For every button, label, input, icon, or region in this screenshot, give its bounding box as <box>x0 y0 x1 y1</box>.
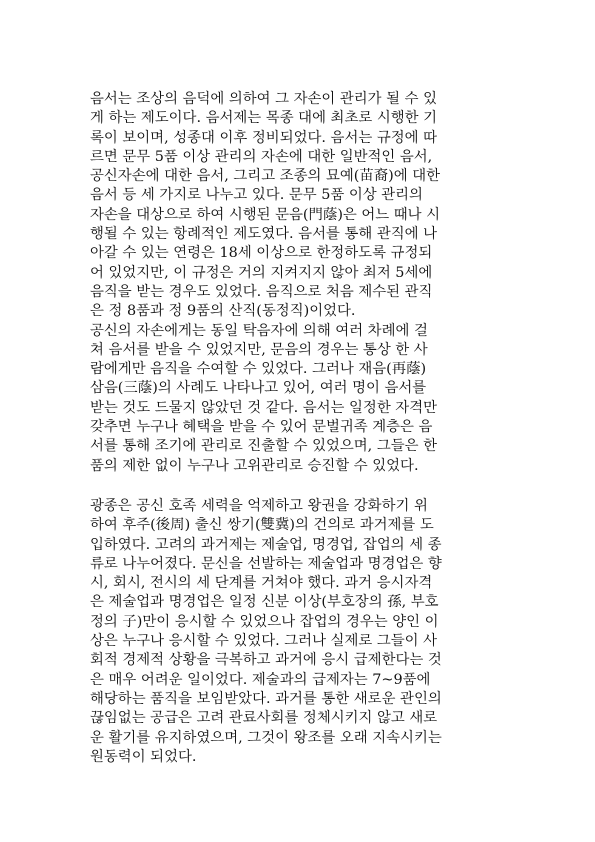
text-block-gwageo <box>90 497 505 767</box>
paragraph-eumseo-merit-subjects: 공신의 자손에게는 동일 탁음자에 의해 여러 차례에 걸 쳐 음서를 받을 수 있었지만, 문음의 경우는 통상 한 사 람에게만 음직을 수여할 수 있었다. 그러나 재음(再蔭) 삼음(三蔭)의 사례도 나타나고 있어, 여러 명이 음서를 받는 것도 드물지 않았던 것 같다. 음서는 일정한 자격만 갖추면 누구나 혜택을 받을 수 있어 문벌귀족 계층은 음 서를 통해 조기에 관리로 진출할 수 있었으며, 그들은 한 품의 제한 없이 누구나 고위관리로 승진할 수 있었다. <box>90 322 438 474</box>
paragraph-eumseo-definition: 음서는 조상의 음덕에 의하여 그 자손이 관리가 될 수 있 게 하는 제도이다. 음서제는 목종 대에 최초로 시행한 기 록이 보이며, 성종대 이후 정비되었다. 음서는 규정에 따 르면 문무 5품 이상 관리의 자손에 대한 일반적인 음서, 공신자손에 대한 음서, 그리고 조종의 묘예(苗裔)에 대한 음서 등 세 가지로 나누고 있다. 문무 5품 이상 관리의 자손을 대상으로 하여 시행된 문음(門蔭)은 어느 때나 시 행될 수 있는 항례적인 제도였다. 음서를 통해 관직에 나 아갈 수 있는 연령은 18세 이상으로 한정하도록 규정되 어 있었지만, 이 규정은 거의 지켜지지 않아 최저 5세에 음직을 받는 경우도 있었다. 음직으로 처음 제수된 관직 은 정 8품과 정 9품의 산직(동정직)이었다. <box>90 91 441 320</box>
paragraph-gwageo-system: 광종은 공신 호족 세력을 억제하고 왕권을 강화하기 위 하여 후주(後周) 출신 쌍기(雙冀)의 건의로 과거제를 도 입하였다. 고려의 과거제는 제술업, 명경업, 잡업의 세 종 류로 나누어졌다. 문신을 선발하는 제술업과 명경업은 향 시, 회시, 전시의 세 단계를 거쳐야 했다. 과거 응시자격 은 제술업과 명경업은 일정 신분 이상(부호장의 孫, 부호 정의 子)만이 응시할 수 있었으나 잡업의 경우는 양인 이 상은 누구나 응시할 수 있었다. 그러나 실제로 그들이 사 회적 경제적 상황을 극복하고 과거에 응시 급제한다는 것 은 매우 어려운 일이었다. 제술과의 급제자는 7~9품에 해당하는 품직을 보임받았다. 과거를 통한 새로운 관인의 끊임없는 공급은 고려 관료사회를 정체시키지 않고 새로 운 활기를 유지하였으며, 그것이 왕조를 오래 지속시키는 원동력이 되었다. <box>90 498 442 765</box>
text-block-eumseo <box>90 90 505 476</box>
